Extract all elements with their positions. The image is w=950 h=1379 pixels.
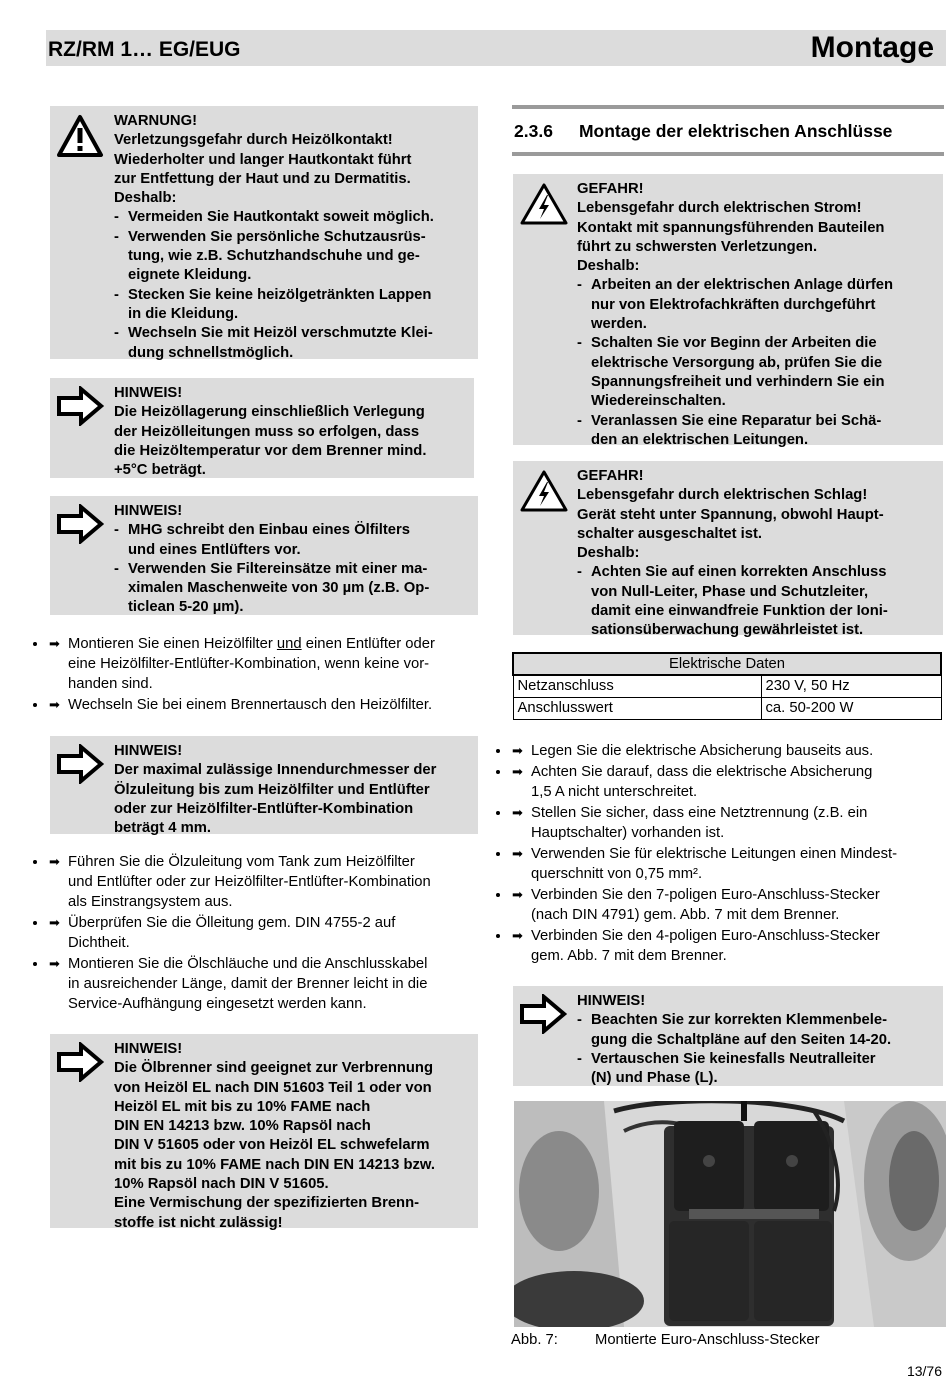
step-arrow-icon: • ➡	[512, 928, 523, 943]
hint-box	[50, 496, 478, 615]
step-arrow-icon: • ➡	[49, 956, 60, 971]
warning-title: WARNUNG!	[114, 113, 198, 129]
electric-hazard-icon	[519, 182, 569, 226]
instruction-list	[48, 634, 478, 716]
hint-box	[513, 986, 943, 1086]
list-item: • ➡ Legen Sie die elektrische Absicherung bauseits aus.	[511, 741, 947, 761]
model-title: RZ/RM 1… EG/EUG	[48, 38, 241, 61]
figure-label: Abb. 7:	[511, 1332, 558, 1348]
hint-title: HINWEIS!	[577, 993, 646, 1009]
list-item: • ➡ Verbinden Sie den 7-poligen Euro-Anschluss-Stecker (nach DIN 4791) gem. Abb. 7 mit dem Brenner.	[511, 885, 947, 925]
danger-box: GEFAHR! Lebensgefahr durch elektrischen Strom! Kontakt mit spannungsführenden Bauteilen führt zu schwersten Verletzungen. Deshalb: - Arbeiten an der elektrischen Anlage dürfen nur von Elektrofachkräften durchgeführt werden. - Schalten Sie vor Beginn der Arbeiten die elektrische Versorgung ab, prüfen Sie die Spannungsfreiheit und verhindern Sie ein Wiedereinschalten. - Veranlassen Sie eine Reparatur bei Schä- den an elektrischen Leitungen.	[513, 174, 943, 445]
hint-arrow-icon	[56, 744, 104, 784]
hint-title: HINWEIS!	[114, 385, 183, 401]
hint-title: HINWEIS!	[114, 1041, 183, 1057]
hint-arrow-icon	[56, 1042, 104, 1082]
step-arrow-icon: • ➡	[512, 846, 523, 861]
danger-box: GEFAHR! Lebensgefahr durch elektrischen Schlag! Gerät steht unter Spannung, obwohl Haupt- schalter ausgeschaltet ist. Deshalb: - Achten Sie auf einen korrekten Anschluss von Null-Leiter, Phase und Schutzleiter, damit eine einwandfreie Funktion der Ioni- sationsüberwachung gewährleistet ist.	[513, 461, 943, 635]
warning-line: Wiederholter und langer Hautkontakt führt	[114, 151, 412, 168]
hint-arrow-icon	[519, 994, 567, 1034]
warning-box	[50, 106, 478, 359]
list-item: - Arbeiten an der elektrischen Anlage dürfen nur von Elektrofachkräften durchgeführt werden.	[577, 276, 937, 334]
section-rule	[512, 152, 944, 156]
step-arrow-icon: • ➡	[512, 764, 523, 779]
hint-title: HINWEIS!	[114, 743, 183, 759]
list-item: - Vermeiden Sie Hautkontakt soweit möglich.	[114, 208, 472, 227]
list-item: • ➡ Verbinden Sie den 4-poligen Euro-Anschluss-Stecker gem. Abb. 7 mit dem Brenner.	[511, 926, 947, 966]
list-item: • ➡ Verwenden Sie für elektrische Leitungen einen Mindest- querschnitt von 0,75 mm².	[511, 844, 947, 884]
warning-line: zur Entfettung der Haut und zu Dermatitis.	[114, 170, 411, 187]
step-arrow-icon: • ➡	[49, 915, 60, 930]
table-row: Anschlusswert ca. 50-200 W	[513, 697, 941, 719]
electrical-data-table	[512, 652, 942, 720]
step-arrow-icon: • ➡	[512, 805, 523, 820]
euro-connector-illustration	[514, 1101, 946, 1327]
hint-box: HINWEIS! Die Ölbrenner sind geeignet zur Verbrennung von Heizöl EL nach DIN 51603 Teil 1 oder von Heizöl EL mit bis zu 10% FAME nach DIN EN 14213 bzw. 10% Rapsöl nach DIN V 51605 oder von Heizöl EL schwefelarm mit bis zu 10% FAME nach DIN EN 14213 bzw. 10% Rapsöl nach DIN V 51605. Eine Vermischung der spezifizierten Brenn- stoffe ist nicht zulässig!	[50, 1034, 478, 1228]
section-heading: 2.3.6 Montage der elektrischen Anschlüsse	[514, 121, 893, 141]
table-row: Netzanschluss 230 V, 50 Hz	[513, 675, 941, 697]
danger-title: GEFAHR!	[577, 468, 644, 484]
step-arrow-icon: • ➡	[49, 697, 60, 712]
list-item: - Achten Sie auf einen korrekten Anschluss von Null-Leiter, Phase und Schutzleiter, damit eine einwandfreie Funktion der Ioni- sationsüberwachung gewährleistet ist.	[577, 563, 937, 640]
table-header: Elektrische Daten	[513, 653, 941, 675]
warning-line: Verletzungsgefahr durch Heizölkontakt!	[114, 132, 393, 149]
electric-hazard-icon	[519, 469, 569, 513]
list-item: - Stecken Sie keine heizölgetränkten Lappen in die Kleidung.	[114, 286, 472, 325]
page-number: 13/76	[906, 1363, 942, 1379]
section-rule	[512, 105, 944, 109]
list-item: - Verwenden Sie persönliche Schutzausrüs- tung, wie z.B. Schutzhandschuhe und ge- eignete Kleidung.	[114, 228, 472, 286]
hint-title: HINWEIS!	[114, 503, 183, 519]
list-item: • ➡ Montieren Sie die Ölschläuche und die Anschlusskabel in ausreichender Länge, damit der Brenner leicht in die Service-Aufhängung eingesetzt werden kann.	[48, 954, 478, 1014]
list-item: • ➡ Stellen Sie sicher, dass eine Netztrennung (z.B. ein Hauptschalter) vorhanden ist.	[511, 803, 947, 843]
hint-arrow-icon	[56, 504, 104, 544]
hint-box: HINWEIS! Die Heizöllagerung einschließlich Verlegung der Heizölleitungen muss so erfolgen, dass die Heizöltemperatur vor dem Brenner mind. +5°C beträgt.	[50, 378, 474, 478]
step-arrow-icon: • ➡	[49, 636, 60, 651]
list-item: • ➡ Wechseln Sie bei einem Brennertausch den Heizölfilter.	[48, 695, 478, 715]
chapter-title: Montage	[810, 31, 934, 64]
list-item: - Veranlassen Sie eine Reparatur bei Schä- den an elektrischen Leitungen.	[577, 412, 937, 451]
figure-caption-text: Montierte Euro-Anschluss-Stecker	[595, 1332, 820, 1348]
list-item: - Vertauschen Sie keinesfalls Neutralleiter (N) und Phase (L).	[577, 1050, 937, 1089]
list-item: • ➡ Führen Sie die Ölzuleitung vom Tank zum Heizölfilter und Entlüfter oder zur Heizölfilter-Entlüfter-Kombination als Einstrangsystem aus.	[48, 852, 478, 912]
list-item: • ➡ Überprüfen Sie die Ölleitung gem. DIN 4755-2 auf Dichtheit.	[48, 913, 478, 953]
list-item: - MHG schreibt den Einbau eines Ölfilters und eines Entlüfters vor.	[114, 521, 472, 560]
list-item: - Wechseln Sie mit Heizöl verschmutzte Klei- dung schnellstmöglich.	[114, 324, 472, 363]
danger-title: GEFAHR!	[577, 181, 644, 197]
hint-arrow-icon	[56, 386, 104, 426]
step-arrow-icon: • ➡	[512, 887, 523, 902]
warning-line: Deshalb:	[114, 190, 177, 207]
figure-caption	[511, 1332, 820, 1348]
list-item: - Beachten Sie zur korrekten Klemmenbele- gung die Schaltpläne auf den Seiten 14-20.	[577, 1011, 937, 1050]
instruction-list	[48, 852, 478, 1015]
list-item: • ➡ Montieren Sie einen Heizölfilter und einen Entlüfter oder eine Heizölfilter-Entlüfter-Kombination, wenn keine vor- handen sind.	[48, 634, 478, 694]
hint-box: HINWEIS! Der maximal zulässige Innendurchmesser der Ölzuleitung bis zum Heizölfilter und Entlüfter oder zur Heizölfilter-Entlüfter-Kombination beträgt 4 mm.	[50, 736, 478, 834]
connector-photo	[514, 1101, 946, 1327]
list-item: - Schalten Sie vor Beginn der Arbeiten die elektrische Versorgung ab, prüfen Sie die Spannungsfreiheit und verhindern Sie ein Wiedereinschalten.	[577, 334, 937, 411]
list-item: - Verwenden Sie Filtereinsätze mit einer ma- ximalen Maschenweite von 30 µm (z.B. Op- ticlean 5-20 µm).	[114, 560, 472, 618]
step-arrow-icon: • ➡	[512, 743, 523, 758]
warning-list	[114, 208, 472, 362]
page-header	[46, 30, 946, 66]
list-item: • ➡ Achten Sie darauf, dass die elektrische Absicherung 1,5 A nicht unterschreitet.	[511, 762, 947, 802]
warning-triangle-icon	[56, 114, 104, 158]
step-arrow-icon: • ➡	[49, 854, 60, 869]
instruction-list	[511, 741, 947, 967]
